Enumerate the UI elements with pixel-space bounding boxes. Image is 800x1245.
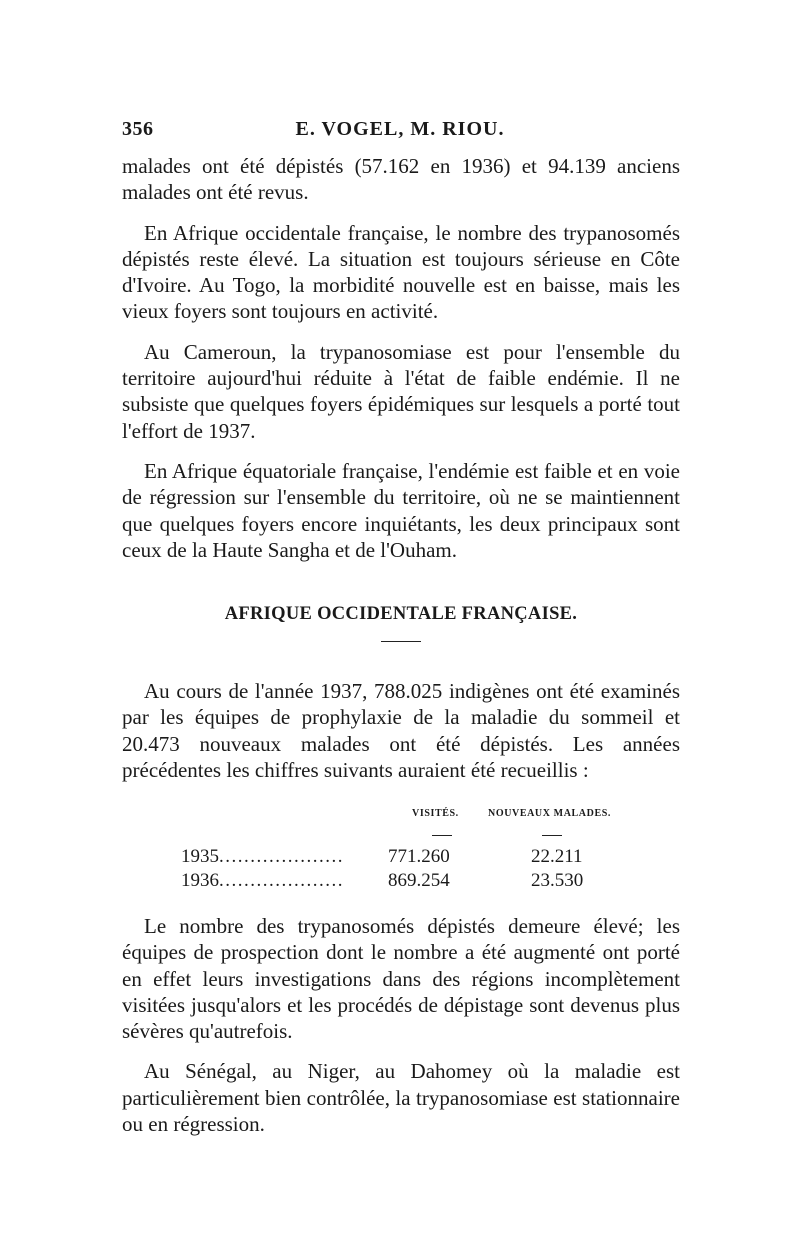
leader-dots: .................... [219,870,344,891]
column-dash-visites [432,835,452,836]
row-visites: 771.260 [388,846,450,867]
paragraph-intro: Au cours de l'année 1937, 788.025 indigènes ont été examinés par les équipes de prophylaxie de la maladie du sommeil et 20.473 nouveaux malades ont été dépistés. Les années précédentes les chiffres suivants auraient été recueillis : [122,679,680,782]
paragraph-nombre-depistes: Le nombre des trypanosomés dépistés demeure élevé; les équipes de prospection dont le nombre a été augmenté ont porté en effet leurs investigations dans des régions incomplètement visitées jusqu'alors et les procédés de dépistage sont devenus plus sévères qu'autrefois. [122,914,680,1044]
body-text-bottom [122,913,680,1137]
paragraph-cameroun: Au Cameroun, la trypanosomiase est pour l'ensemble du territoire aujourd'hui réduite à l'état de faible endémie. Il ne subsiste que quelques foyers épidémiques sur lesquels a porté tout l'effort de 1937. [122,339,680,443]
body-text-top [122,153,680,563]
running-title: E. VOGEL, M. RIOU. [295,118,505,140]
body-text-intro [122,678,680,783]
column-dash-nouveaux [542,835,562,836]
page-number: 356 [122,118,154,140]
column-header-visites: VISITÉS. [412,808,459,819]
leader-dots: .................... [219,846,344,867]
row-visites: 869.254 [388,870,450,891]
paragraph-continuation: malades ont été dépistés (57.162 en 1936) et 94.139 anciens malades ont été revus. [122,154,680,205]
row-year: 1936.................... [181,870,344,891]
section-rule [381,641,421,642]
paragraph-afrique-equatoriale: En Afrique équatoriale française, l'endémie est faible et en voie de régression sur l'ensemble du territoire, où ne se maintiennent que quelques foyers encore inquiétants, les deux principaux sont ceux de la Haute Sangha et de l'Ouham. [122,458,680,562]
paragraph-senegal-niger: Au Sénégal, au Niger, au Dahomey où la maladie est particulièrement bien contrôlée, la trypanosomiase est stationnaire ou en régression. [122,1059,680,1137]
row-year: 1935.................... [181,846,344,867]
page-header [122,118,678,148]
column-header-nouveaux-malades: NOUVEAUX MALADES. [488,808,611,819]
paragraph-afrique-occidentale: En Afrique occidentale française, le nombre des trypanosomés dépistés reste élevé. La situation est toujours sérieuse en Côte d'Ivoire. Au Togo, la morbidité nouvelle est en baisse, mais les vieux foyers sont toujours en activité. [122,220,680,324]
row-nouveaux: 22.211 [531,846,583,867]
row-nouveaux: 23.530 [531,870,584,891]
section-title: AFRIQUE OCCIDENTALE FRANÇAISE. [224,604,578,624]
